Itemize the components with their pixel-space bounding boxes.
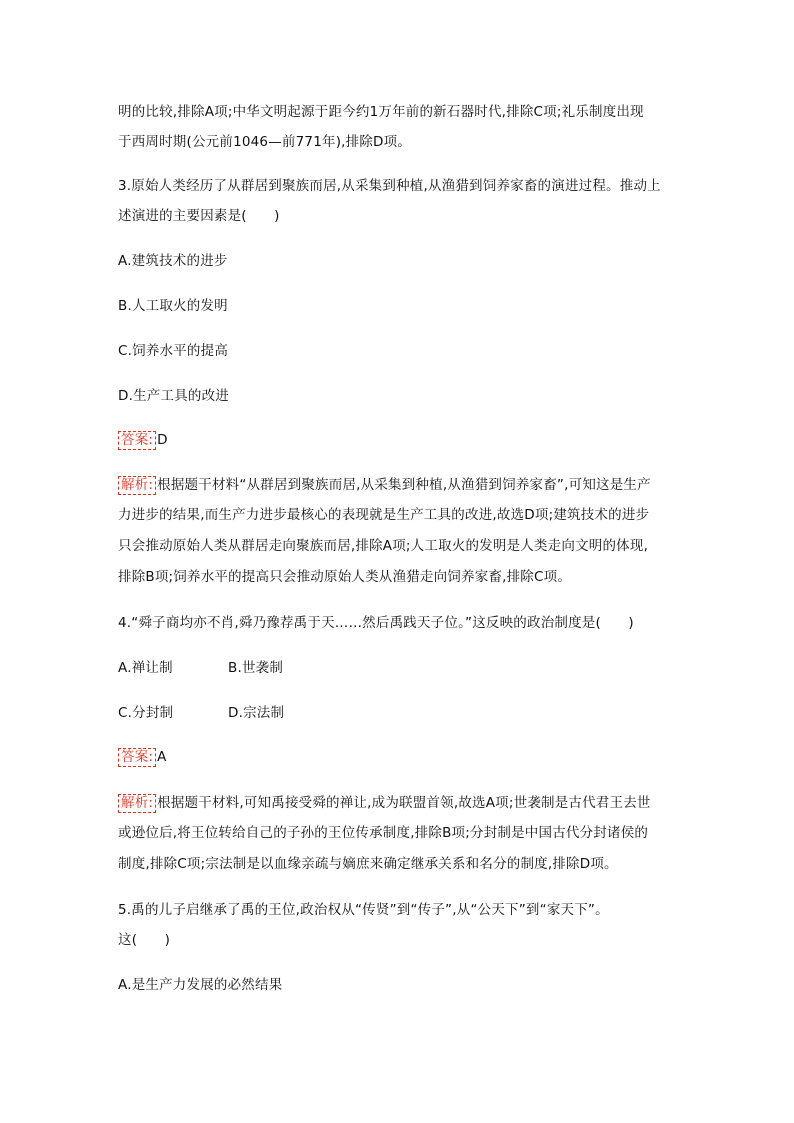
analysis-line (118, 793, 651, 813)
option-row (118, 703, 173, 723)
analysis-text: 排除B项;饲养水平的提高只会推动原始人类从渔猎走向饲养家畜,排除C项。 (118, 569, 572, 585)
option-a: A.建筑技术的进步 (118, 253, 228, 269)
analysis-text: 或逊位后,将王位转给自己的子孙的王位传承制度,排除B项;分封制是中国古代分封诸侯的 (118, 825, 649, 841)
option-d: D.宗法制 (228, 705, 285, 721)
option-a: A.是生产力发展的必然结果 (118, 977, 283, 993)
answer-label: 答案: (118, 748, 156, 767)
analysis-text: 制度,排除C项;宗法制是以血缘亲疏与嫡庶来确定继承关系和名分的制度,排除D项。 (118, 856, 618, 872)
answer-line (118, 747, 167, 767)
analysis-text: 只会推动原始人类从群居走向聚族而居,排除A项;人工取火的发明是人类走向文明的体现, (118, 538, 649, 554)
analysis-text: 力进步的结果,而生产力进步最核心的表现就是生产工具的改进,故选D项;建筑技术的进步 (118, 507, 650, 523)
analysis-line (118, 475, 651, 495)
question-4-stem: 4.“舜子商均亦不肖,舜乃豫荐禹于天……然后禹践天子位。”这反映的政治制度是( ) (118, 615, 634, 631)
analysis-text: 根据题干材料“从群居到聚族而居,从采集到种植,从渔猎到饲养家畜”,可知这是生产 (157, 477, 651, 493)
answer-label: 答案: (118, 431, 156, 450)
answer-value: A (157, 749, 167, 765)
question-3-stem: 3.原始人类经历了从群居到聚族而居,从采集到种植,从渔猎到饲养家畜的演进过程。推动上 (118, 178, 661, 194)
option-a: A.禅让制 (118, 660, 173, 676)
option-c: C.饲养水平的提高 (118, 343, 229, 359)
option-b: B.人工取火的发明 (118, 298, 228, 314)
answer-value: D (157, 432, 168, 448)
option-row (118, 658, 173, 678)
text-line: 于西周时期(公元前1046—前771年),排除D项。 (118, 134, 412, 150)
option-c: C.分封制 (118, 705, 174, 721)
option-d: D.生产工具的改进 (118, 388, 229, 404)
question-5-stem: 这( ) (118, 932, 171, 948)
question-5-stem: 5.禹的儿子启继承了禹的王位,政治权从“传贤”到“传子”,从“公天下”到“家天下”。 (118, 902, 609, 918)
analysis-label: 解析: (118, 794, 156, 813)
text-line: 明的比较,排除A项;中华文明起源于距今约1万年前的新石器时代,排除C项;礼乐制度出现 (118, 104, 644, 120)
analysis-text: 根据题干材料,可知禹接受舜的禅让,成为联盟首领,故选A项;世袭制是古代君王去世 (157, 795, 651, 811)
analysis-label: 解析: (118, 476, 156, 495)
option-b: B.世袭制 (228, 660, 284, 676)
answer-line (118, 430, 168, 450)
question-3-stem: 述演进的主要因素是( ) (118, 208, 280, 224)
